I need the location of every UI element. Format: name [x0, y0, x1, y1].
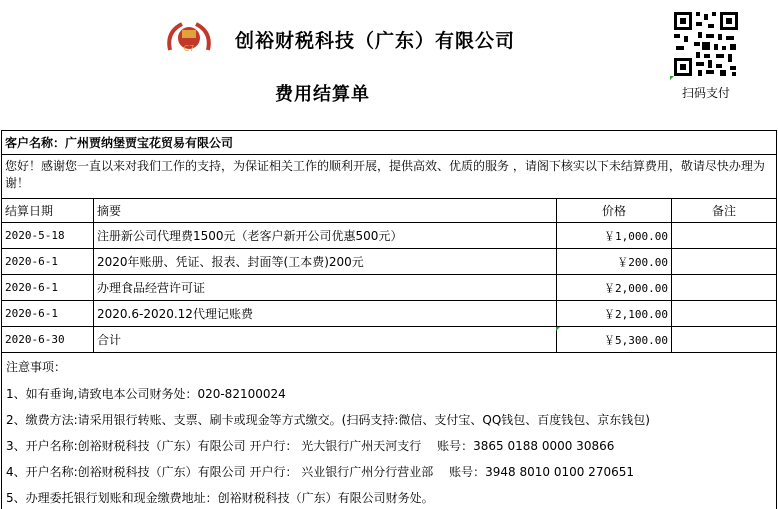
- payment-qr-code[interactable]: [670, 8, 742, 80]
- document-title: 费用结算单: [275, 84, 370, 105]
- row-summary: 2020.6-2020.12代理记账费: [94, 301, 557, 326]
- row-price: ￥2,000.00: [557, 275, 672, 300]
- total-price: ￥5,300.00: [557, 327, 672, 352]
- row-remark: [672, 223, 777, 248]
- row-date: 2020-6-1: [1, 301, 94, 326]
- row-remark: [672, 275, 777, 300]
- table-row: [1, 249, 777, 275]
- row-date: 2020-6-1: [1, 275, 94, 300]
- col-header-date: 结算日期: [1, 199, 94, 222]
- row-summary: 注册新公司代理费1500元（老客户新开公司优惠500元）: [94, 223, 557, 248]
- total-remark: [672, 327, 777, 352]
- col-header-remark: 备注: [672, 199, 777, 222]
- row-summary: 办理食品经营许可证: [94, 275, 557, 300]
- table-header-row: [1, 199, 777, 223]
- row-date: 2020-6-1: [1, 249, 94, 274]
- settlement-sheet: [1, 130, 777, 505]
- notes-block: [1, 353, 777, 509]
- document-header: [0, 0, 778, 128]
- logo-text: C7: [183, 44, 195, 53]
- customer-row: [1, 131, 777, 155]
- total-label: 合计: [94, 327, 557, 352]
- notes-title: 注意事项：: [6, 360, 67, 374]
- greeting-row: [1, 155, 777, 199]
- table-row: [1, 275, 777, 301]
- note-item: 3、开户名称:创裕财税科技（广东）有限公司 开户行： 光大银行广州天河支行 账号：3865 0188 0000 30866: [6, 439, 615, 453]
- note-item: 2、缴费方法:请采用银行转账、支票、刷卡或现金等方式缴交。(扫码支持:微信、支付宝、QQ钱包、百度钱包、京东钱包): [6, 413, 650, 427]
- row-price: ￥1,000.00: [557, 223, 672, 248]
- cell-comment-marker: [670, 76, 674, 80]
- customer-label: 客户名称：: [5, 136, 66, 150]
- customer-name: 广州贾纳堡贾宝花贸易有限公司: [65, 136, 234, 150]
- table-row: [1, 301, 777, 327]
- note-item: 5、办理委托银行划账和现金缴费地址：创裕财税科技（广东）有限公司财务处。: [6, 491, 434, 505]
- row-price: ￥2,100.00: [557, 301, 672, 326]
- note-item: 4、开户名称:创裕财税科技（广东）有限公司 开户行： 兴业银行广州分行营业部 账号：3948 8010 0100 270651: [6, 465, 634, 479]
- col-header-summary: 摘要: [94, 199, 557, 222]
- table-row: [1, 223, 777, 249]
- note-item: 1、如有垂询,请致电本公司财务处：020-82100024: [6, 387, 286, 401]
- total-date: 2020-6-30: [1, 327, 94, 352]
- col-header-price: 价格: [557, 199, 672, 222]
- company-logo: [166, 20, 212, 56]
- company-name: 创裕财税科技（广东）有限公司: [235, 30, 516, 52]
- row-price: ￥200.00: [557, 249, 672, 274]
- greeting-text: 您好！感谢您一直以来对我们工作的支持，为保证相关工作的顺利开展，提供高效、优质的服务 ，请阁下核实以下未结算费用，敬请尽快办理为谢！: [1, 155, 777, 198]
- row-remark: [672, 249, 777, 274]
- total-row: [1, 327, 777, 353]
- cell-comment-marker: [556, 327, 560, 331]
- qr-label: 扫码支付: [682, 86, 731, 100]
- row-remark: [672, 301, 777, 326]
- row-summary: 2020年账册、凭证、报表、封面等(工本费)200元: [94, 249, 557, 274]
- row-date: 2020-5-18: [1, 223, 94, 248]
